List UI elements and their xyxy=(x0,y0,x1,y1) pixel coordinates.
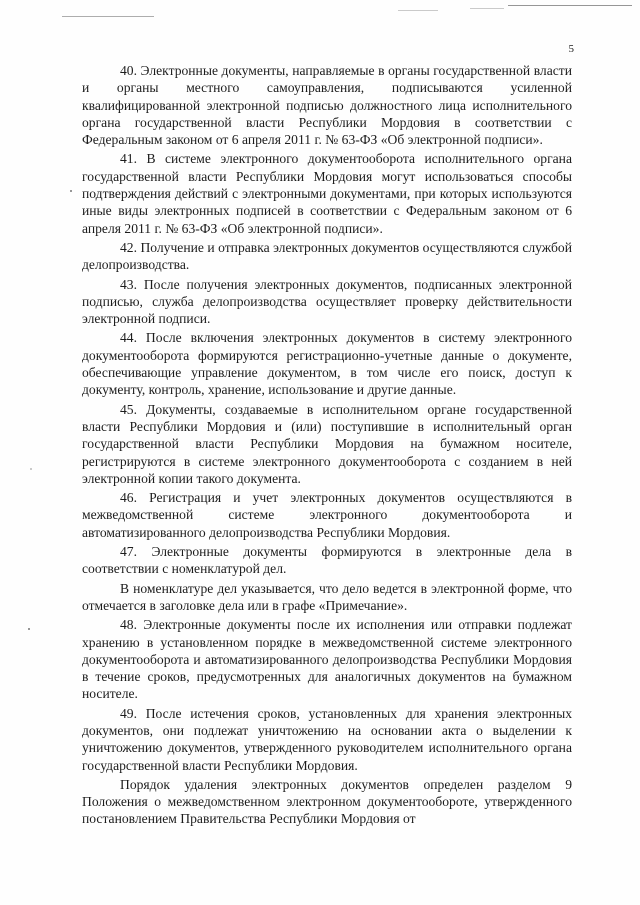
paragraph-48: 48. Электронные документы после их исполнения или отправки подлежат хранению в установленном порядке в межведомственной системе электронного документооборота и автоматизированного делопроизводства Республики Мордовия в течение сроков, предусмотренных для аналогичных документов на бумажном носителе. xyxy=(82,617,572,702)
paragraph-44: 44. После включения электронных документов в систему электронного документооборота формируются регистрационно-учетные данные о документе, обеспечивающие управление документом, в том числе его поиск, доступ к документу, контроль, хранение, использование и другие данные. xyxy=(82,330,572,398)
scan-artifact xyxy=(62,16,154,17)
scan-speck xyxy=(28,628,30,630)
paragraph-41: 41. В системе электронного документооборота исполнительного органа государственной власти Республики Мордовия могут использоваться способы подтверждения действий с электронными документами, при которых используются иные виды электронных подписей в соответствии с Федеральным законом от 6 апреля 2011 г. № 63-ФЗ «Об электронной подписи». xyxy=(82,151,572,236)
page-number: 5 xyxy=(568,43,574,55)
paragraph-47: 47. Электронные документы формируются в электронные дела в соответствии с номенклатурой дел. xyxy=(82,544,572,577)
scan-artifact xyxy=(470,8,504,9)
scan-speck xyxy=(30,468,32,470)
scan-speck xyxy=(70,190,72,192)
document-body xyxy=(82,62,572,830)
paragraph-deletion-order: Порядок удаления электронных документов определен разделом 9 Положения о межведомственном электронном документообороте, утвержденного постановлением Правительства Республики Мордовия от xyxy=(82,776,572,827)
scan-artifact xyxy=(508,5,632,6)
paragraph-45: 45. Документы, создаваемые в исполнительном органе государственной власти Республики Мордовия и (или) поступившие в исполнительный орган государственной власти Республики Мордовия на бумажном носителе, регистрируются в системе электронного документооборота с созданием в ней электронной копии такого документа. xyxy=(82,401,572,486)
paragraph-49: 49. После истечения сроков, установленных для хранения электронных документов, они подлежат уничтожению на основании акта о выделении к уничтожению документов, утвержденного руководителем исполнительного органа государственной власти Республики Мордовия. xyxy=(82,705,572,773)
paragraph-47-note: В номенклатуре дел указывается, что дело ведется в электронной форме, что отмечается в заголовке дела или в графе «Примечание». xyxy=(82,580,572,613)
paragraph-43: 43. После получения электронных документов, подписанных электронной подписью, служба делопроизводства осуществляет проверку действительности электронной подписи. xyxy=(82,276,572,327)
scan-artifact xyxy=(398,10,438,11)
paragraph-46: 46. Регистрация и учет электронных документов осуществляются в межведомственной системе электронного документооборота и автоматизированного делопроизводства Республики Мордовия. xyxy=(82,490,572,540)
paragraph-42: 42. Получение и отправка электронных документов осуществляются службой делопроизводства. xyxy=(82,239,572,273)
paragraph-40: 40. Электронные документы, направляемые в органы государственной власти и органы местного самоуправления, подписываются усиленной квалифицированной электронной подписью должностного лица исполнительного органа государственной власти Республики Мордовия в соответствии с Федеральным законом от 6 апреля 2011 г. № 63-ФЗ «Об электронной подписи». xyxy=(82,63,572,148)
